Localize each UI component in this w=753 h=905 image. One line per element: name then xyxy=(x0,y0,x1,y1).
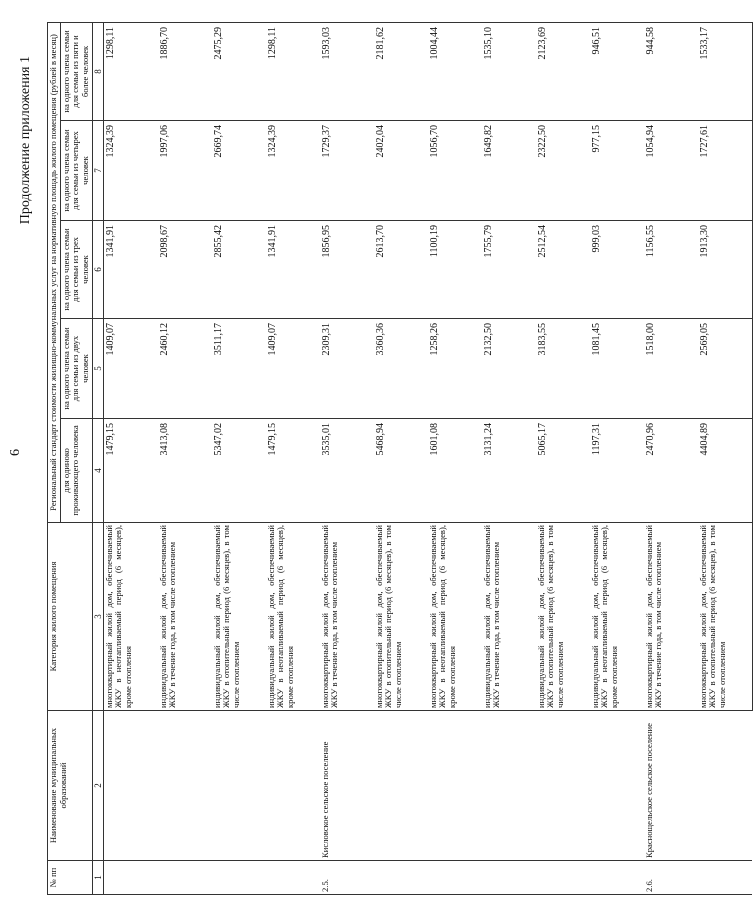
standard-value: 2569,05 xyxy=(698,319,753,419)
housing-category: многоквартирный жилой дом, обеспечиваемый ЖКУ в неотапливаемый период (6 месяцев), кроме отопления xyxy=(103,523,158,711)
standard-value: 1409,07 xyxy=(103,319,158,419)
col-number: 2 xyxy=(92,711,103,861)
standard-value: 2181,62 xyxy=(374,22,428,120)
standard-value: 1479,15 xyxy=(266,419,320,523)
standard-value: 944,58 xyxy=(644,22,698,120)
standard-value: 2322,50 xyxy=(536,121,590,221)
standard-value: 1886,70 xyxy=(158,22,212,120)
table-body xyxy=(103,22,752,894)
continuation-note: Продолжение приложения 1 xyxy=(18,56,33,225)
housing-category: многоквартирный жилой дом, обеспечиваемый ЖКУ в течение года, в том числе отоплением xyxy=(644,523,698,711)
standard-value: 2460,12 xyxy=(158,319,212,419)
standard-value: 1533,17 xyxy=(698,22,753,120)
standard-value: 2123,69 xyxy=(536,22,590,120)
standard-value: 1341,91 xyxy=(266,221,320,319)
standard-value: 1004,44 xyxy=(428,22,482,120)
housing-category: индивидуальный жилой дом, обеспечиваемый ЖКУ в отопительный период (6 месяцев), в том числе отоплением xyxy=(212,523,266,711)
header-no: № пп xyxy=(48,861,93,895)
housing-category: индивидуальный жилой дом, обеспечиваемый ЖКУ в неотапливаемый период (6 месяцев), кроме отопления xyxy=(266,523,320,711)
standard-value: 3183,55 xyxy=(536,319,590,419)
header-sub-five: на одного члена семьи для семьи из пяти и более человек xyxy=(60,22,92,120)
row-number: 2.6. xyxy=(644,861,753,895)
standard-value: 3131,24 xyxy=(482,419,536,523)
standard-value: 1100,19 xyxy=(428,221,482,319)
standard-value: 1479,15 xyxy=(103,419,158,523)
header-name: Наименование муниципальных образований xyxy=(48,711,93,861)
standard-value: 977,15 xyxy=(590,121,644,221)
header-standard: Региональный стандарт стоимости жилищно-коммунальных услуг на нормативную площадь жилого помещения (рублей в месяц) xyxy=(48,22,61,522)
standard-value: 1755,79 xyxy=(482,221,536,319)
housing-category: индивидуальный жилой дом, обеспечиваемый ЖКУ в течение года, в том числе отоплением xyxy=(158,523,212,711)
municipality-name: Кисловское сельское поселение xyxy=(320,711,644,861)
header-sub-four: на одного члена семьи для семьи из четырех человек xyxy=(60,121,92,221)
standard-value: 5468,94 xyxy=(374,419,428,523)
standard-value: 2402,04 xyxy=(374,121,428,221)
standard-value: 2132,50 xyxy=(482,319,536,419)
standard-value: 1324,39 xyxy=(266,121,320,221)
header-sub-three: на одного члена семьи для семьи из трех человек xyxy=(60,221,92,319)
col-number: 3 xyxy=(92,523,103,711)
standard-value: 1601,08 xyxy=(428,419,482,523)
standard-value: 2470,96 xyxy=(644,419,698,523)
col-number: 4 xyxy=(92,419,103,523)
table-row xyxy=(320,22,374,894)
row-number xyxy=(103,861,320,895)
standard-value: 3413,08 xyxy=(158,419,212,523)
housing-category: индивидуальный жилой дом, обеспечиваемый ЖКУ в неотапливаемый период (6 месяцев), кроме отопления xyxy=(590,523,644,711)
standard-value: 1156,55 xyxy=(644,221,698,319)
standard-value: 4404,89 xyxy=(698,419,753,523)
standard-value: 3535,01 xyxy=(320,419,374,523)
housing-category: многоквартирный жилой дом, обеспечиваемый ЖКУ в неотапливаемый период (6 месяцев), кроме отопления xyxy=(428,523,482,711)
standard-value: 999,03 xyxy=(590,221,644,319)
standard-value: 2309,31 xyxy=(320,319,374,419)
municipality-name: Краснощельское сельское поселение xyxy=(644,711,753,861)
standard-value: 1258,26 xyxy=(428,319,482,419)
standard-value: 1593,03 xyxy=(320,22,374,120)
standard-value: 5347,02 xyxy=(212,419,266,523)
standards-table xyxy=(47,22,753,895)
standard-value: 5065,17 xyxy=(536,419,590,523)
standard-value: 3511,17 xyxy=(212,319,266,419)
col-number: 5 xyxy=(92,319,103,419)
page-number: 6 xyxy=(8,449,23,456)
standard-value: 1197,31 xyxy=(590,419,644,523)
rotated-sheet xyxy=(2,2,727,903)
header-category: Категория жилого помещения xyxy=(48,523,93,711)
standard-value: 1298,11 xyxy=(266,22,320,120)
standard-value: 2475,29 xyxy=(212,22,266,120)
header-sub-single: для одиноко проживающего человека xyxy=(60,419,92,523)
row-number: 2.5. xyxy=(320,861,644,895)
standard-value: 2855,42 xyxy=(212,221,266,319)
col-number: 7 xyxy=(92,121,103,221)
header-sub-two: на одного члена семьи для семьи из двух человек xyxy=(60,319,92,419)
standard-value: 2613,70 xyxy=(374,221,428,319)
standard-value: 1341,91 xyxy=(103,221,158,319)
standard-value: 946,51 xyxy=(590,22,644,120)
standard-value: 1997,06 xyxy=(158,121,212,221)
standard-value: 1054,94 xyxy=(644,121,698,221)
housing-category: многоквартирный жилой дом, обеспечиваемый ЖКУ в отопительный период (6 месяцев), в том числе отоплением xyxy=(698,523,753,711)
standard-value: 3360,36 xyxy=(374,319,428,419)
col-number: 8 xyxy=(92,22,103,120)
standard-value: 1056,70 xyxy=(428,121,482,221)
standard-value: 1081,45 xyxy=(590,319,644,419)
standard-value: 1856,95 xyxy=(320,221,374,319)
housing-category: многоквартирный жилой дом, обеспечиваемый ЖКУ в течение года, в том числе отоплением xyxy=(320,523,374,711)
standard-value: 1535,10 xyxy=(482,22,536,120)
col-number: 6 xyxy=(92,221,103,319)
standard-value: 1324,39 xyxy=(103,121,158,221)
standard-value: 2098,67 xyxy=(158,221,212,319)
standard-value: 2512,54 xyxy=(536,221,590,319)
table-row xyxy=(644,22,698,894)
housing-category: индивидуальный жилой дом, обеспечиваемый ЖКУ в течение года, в том числе отоплением xyxy=(482,523,536,711)
housing-category: индивидуальный жилой дом, обеспечиваемый ЖКУ в отопительный период (6 месяцев), в том числе отоплением xyxy=(536,523,590,711)
standard-value: 2669,74 xyxy=(212,121,266,221)
standard-value: 1913,30 xyxy=(698,221,753,319)
standard-value: 1298,11 xyxy=(103,22,158,120)
standard-value: 1518,00 xyxy=(644,319,698,419)
standard-value: 1409,07 xyxy=(266,319,320,419)
standard-value: 1729,37 xyxy=(320,121,374,221)
housing-category: многоквартирный жилой дом, обеспечиваемый ЖКУ в отопительный период (6 месяцев), в том числе отоплением xyxy=(374,523,428,711)
standard-value: 1727,61 xyxy=(698,121,753,221)
standard-value: 1649,82 xyxy=(482,121,536,221)
col-number: 1 xyxy=(92,861,103,895)
table-row xyxy=(103,22,158,894)
municipality-name xyxy=(103,711,320,861)
